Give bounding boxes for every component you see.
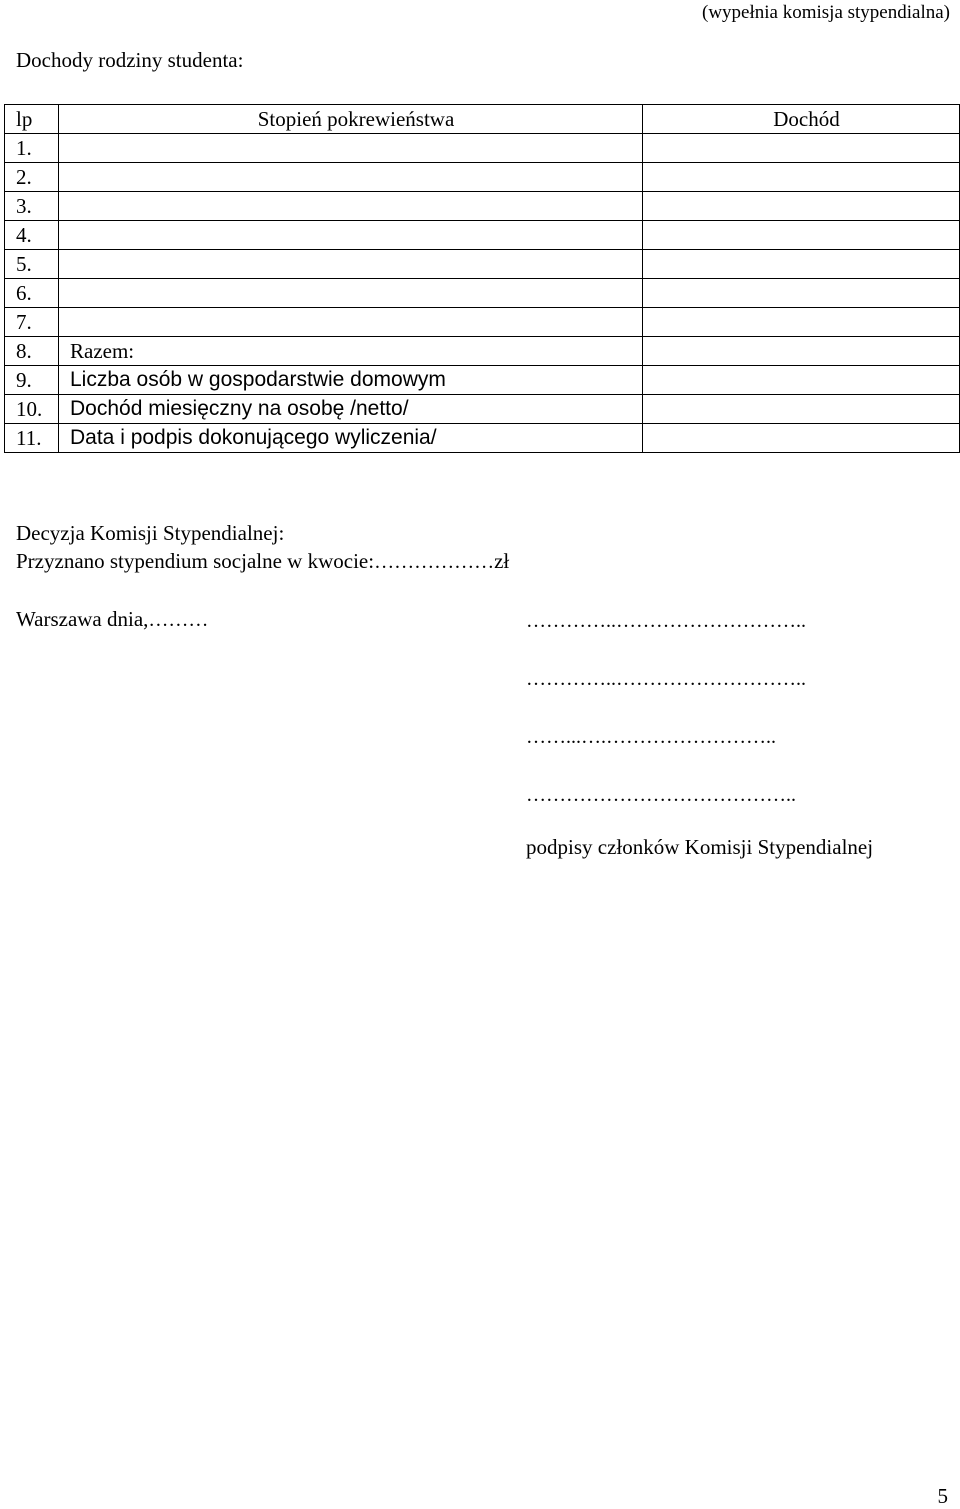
row-income-cell[interactable] <box>643 395 960 424</box>
row-label: Dochód miesięczny na osobę /netto/ <box>59 395 643 424</box>
row-income-cell[interactable] <box>643 337 960 366</box>
table-row-income-per-person <box>5 395 960 424</box>
place-date-line <box>16 607 208 632</box>
table-row <box>5 221 960 250</box>
date-field[interactable]: ……… <box>148 609 209 631</box>
table-row-household-size <box>5 366 960 395</box>
row-income-cell[interactable] <box>643 134 960 163</box>
row-lp: 2. <box>5 163 59 192</box>
granted-amount-line <box>16 549 509 574</box>
row-income-cell[interactable] <box>643 192 960 221</box>
granted-amount-field[interactable]: ……………… <box>374 551 495 573</box>
place-date-label: Warszawa dnia, <box>16 607 149 631</box>
table-row <box>5 279 960 308</box>
table-row-total <box>5 337 960 366</box>
row-lp: 10. <box>5 395 59 424</box>
row-relationship-cell[interactable] <box>59 192 643 221</box>
row-lp: 7. <box>5 308 59 337</box>
row-lp: 11. <box>5 424 59 453</box>
row-lp: 8. <box>5 337 59 366</box>
row-relationship-cell[interactable] <box>59 134 643 163</box>
table-row-calculator-signature <box>5 424 960 453</box>
header-lp: lp <box>5 105 59 134</box>
table-row <box>5 250 960 279</box>
committee-fill-note: (wypełnia komisja stypendialna) <box>702 2 950 23</box>
row-lp: 4. <box>5 221 59 250</box>
income-table <box>4 104 960 453</box>
row-income-cell[interactable] <box>643 279 960 308</box>
row-label: Razem: <box>59 337 643 366</box>
row-income-cell[interactable] <box>643 424 960 453</box>
signature-line[interactable]: ……...….…………………….. <box>526 726 776 748</box>
decision-title: Decyzja Komisji Stypendialnej: <box>16 521 285 545</box>
row-relationship-cell[interactable] <box>59 221 643 250</box>
row-lp: 9. <box>5 366 59 395</box>
table-header-row <box>5 105 960 134</box>
page-number: 5 <box>937 1484 948 1508</box>
row-relationship-cell[interactable] <box>59 163 643 192</box>
header-income: Dochód <box>643 105 960 134</box>
signatures-caption: podpisy członków Komisji Stypendialnej <box>526 835 874 859</box>
table-row <box>5 308 960 337</box>
granted-amount-label: Przyznano stypendium socjalne w kwocie: <box>16 549 375 573</box>
row-label: Data i podpis dokonującego wyliczenia/ <box>59 424 643 453</box>
row-income-cell[interactable] <box>643 366 960 395</box>
header-relationship: Stopień pokrewieństwa <box>59 105 643 134</box>
row-income-cell[interactable] <box>643 163 960 192</box>
signature-line[interactable]: …………..……………………….. <box>526 668 806 690</box>
signature-line[interactable]: …………..……………………….. <box>526 610 806 632</box>
row-label: Liczba osób w gospodarstwie domowym <box>59 366 643 395</box>
row-relationship-cell[interactable] <box>59 250 643 279</box>
row-relationship-cell[interactable] <box>59 279 643 308</box>
row-lp: 6. <box>5 279 59 308</box>
row-lp: 3. <box>5 192 59 221</box>
row-lp: 5. <box>5 250 59 279</box>
table-row <box>5 134 960 163</box>
row-income-cell[interactable] <box>643 221 960 250</box>
table-row <box>5 163 960 192</box>
row-lp: 1. <box>5 134 59 163</box>
section-title: Dochody rodziny studenta: <box>16 48 244 72</box>
table-row <box>5 192 960 221</box>
row-income-cell[interactable] <box>643 250 960 279</box>
currency-label: zł <box>494 549 510 573</box>
row-income-cell[interactable] <box>643 308 960 337</box>
row-relationship-cell[interactable] <box>59 308 643 337</box>
signature-line[interactable]: ………………………………….. <box>526 784 796 806</box>
